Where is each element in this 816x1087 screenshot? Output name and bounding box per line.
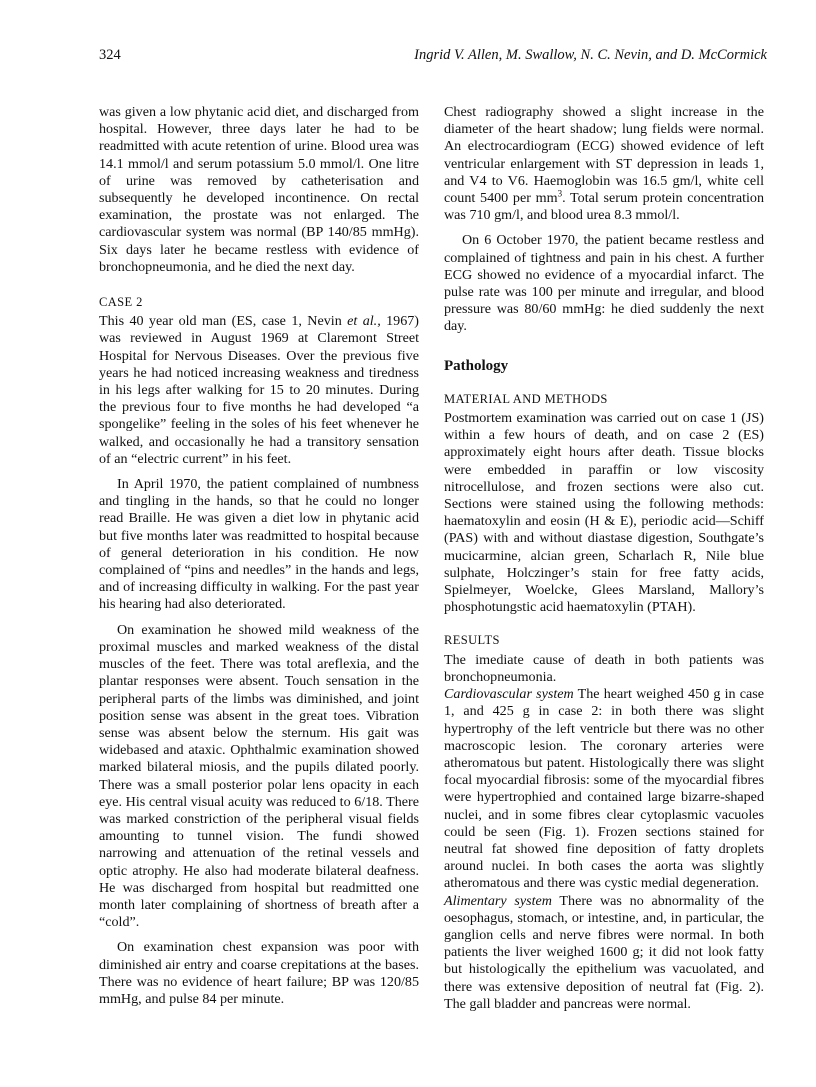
- case-2-examination-paragraph: On examination he showed mild weakness of the proximal muscles and marked weakness of the distal muscles of the feet. There was total areflexia, and the plantar responses were absent. Touch sensation in the peripheral parts of the limbs was diminished, and joint position sense was absent in the great toes. Vibration sense was absent below the sternum. His gait was widebased and ataxic. Ophthalmic examination showed marked bilateral miosis, and the pupils dilated poorly. There was a small posterior polar lens opacity in each eye. His central visual acuity was reduced to 6/18. There was marked constriction of the peripheral visual fields amounting to tunnel vision. The fundi showed narrowing and attenuation of the retinal vessels and optic atrophy. He also had moderate bilateral deafness. He was discharged from hospital but readmitted one month later complaining of shortness of breath after a “cold”.: [99, 621, 419, 931]
- cardiovascular-runin: Cardiovascular system: [444, 686, 574, 703]
- results-paragraph: The imediate cause of death in both patients was bronchopneumonia.: [444, 651, 764, 685]
- results-heading: RESULTS: [444, 633, 500, 648]
- case-2-chest-paragraph: On examination chest expansion was poor with diminished air entry and coarse crepitations at the bases. There was no evidence of heart failure; BP was 120/85 mmHg, and pulse 84 per minute.: [99, 939, 419, 1007]
- alimentary-runin: Alimentary system: [444, 892, 552, 909]
- cardiovascular-paragraph: Cardiovascular system The heart weighed 450 g in case 1, and 425 g in case 2: in both there was slight hypertrophy of the left ventricle but there was no other macroscopic lesion. The coronary arteries were atheromatous but patent. Histologically there was slight focal myocardial fibrosis: some of the myocardial fibres were hypertrophied and contained large bizarre-shaped nuclei, and in some fibres clear cytoplasmic vacuoles could be seen (Fig. 1). Frozen sections stained for neutral fat showed fine deposition of fatty droplets around nuclei. In both cases the aorta was slightly atheromatous and there was cystic medial degeneration.: [444, 686, 764, 892]
- methods-heading: MATERIAL AND METHODS: [444, 391, 608, 406]
- case-2-intro-paragraph: This 40 year old man (ES, case 1, Nevin et al., 1967) was reviewed in August 1969 at Claremont Street Hospital for Nervous Diseases. Over the previous five years he had noticed increasing weakness and tiredness in his legs after walking for 15 to 20 minutes. During the previous four to five months he had developed “a spongelike” feeling in the soles of his feet whenever he walked, and occasionally he had a transitory sensation of an “electric current” in his feet.: [99, 313, 419, 467]
- case-2-heading: CASE 2: [99, 295, 143, 310]
- right-column: [444, 104, 764, 1013]
- pathology-heading: Pathology: [444, 357, 509, 374]
- running-header: [99, 47, 767, 69]
- running-authors: Ingrid V. Allen, M. Swallow, N. C. Nevin, and D. McCormick: [414, 47, 767, 63]
- october-paragraph: On 6 October 1970, the patient became restless and complained of tightness and pain in his chest. A further ECG showed no evidence of a myocardial infarct. The pulse rate was 100 per minute and irregular, and blood pressure was 80/60 mmHg: he died suddenly the next day.: [444, 232, 764, 335]
- page-number: 324: [99, 47, 121, 63]
- left-column: [99, 104, 419, 1008]
- case-2-april-paragraph: In April 1970, the patient complained of numbness and tingling in the hands, so that he could no longer read Braille. He was given a diet low in phytanic acid but five months later was readmitted to hospital because of general deterioration in his condition. He now complained of “pins and needles” in the hands and legs, and of increasing difficulty in walking. For the past year his hearing had also deteriorated.: [99, 476, 419, 613]
- superscript-3: 3: [557, 188, 563, 199]
- alimentary-paragraph: Alimentary system There was no abnormality of the oesophagus, stomach, or intestine, and, in particular, the ganglion cells and nerve fibres were normal. In both patients the liver weighed 1600 g; it did not look fatty but histologically the epithelium was vacuolated, and there was extensive deposition of neutral fat (Fig. 2). The gall bladder and pancreas were normal.: [444, 892, 764, 1012]
- methods-paragraph: Postmortem examination was carried out on case 1 (JS) within a few hours of death, and on case 2 (ES) approximately eight hours after death. Tissue blocks were embedded in paraffin or low viscosity nitrocellulose, and frozen sections were also cut. Sections were stained using the following methods: haematoxylin and eosin (H & E), periodic acid—Schiff (PAS) with and without diastase digestion, Southgate’s mucicarmine, alcian green, Scharlach R, Nile blue sulphate, Holczinger’s stain for free fatty acids, Spielmeyer, Woelcke, Glees Marsland, Mallory’s phosphotungstic acid haematoxylin (PTAH).: [444, 410, 764, 616]
- et-al: et al.,: [347, 313, 381, 330]
- paragraph-continued: was given a low phytanic acid diet, and discharged from hospital. However, three days later he had to be readmitted with acute retention of urine. Blood urea was 14.1 mmol/l and serum potassium 5.0 mmol/l. One litre of urine was removed by catheterisation and subsequently he developed incontinence. On rectal examination, the prostate was not enlarged. The cardiovascular system was normal (BP 140/85 mmHg). Six days later he became restless with evidence of bronchopneumonia, and he died the next day.: [99, 104, 419, 275]
- radiography-paragraph: Chest radiography showed a slight increase in the diameter of the heart shadow; lung fields were normal. An electrocardiogram (ECG) showed evidence of left ventricular enlargement with ST depression in leads 1, and V4 to V6. Haemoglobin was 16.5 gm/l, white cell count 5400 per $mm^3$. Total serum protein concentration was 710 gm/l, and blood urea 8.3 mmol/l.: [444, 104, 764, 224]
